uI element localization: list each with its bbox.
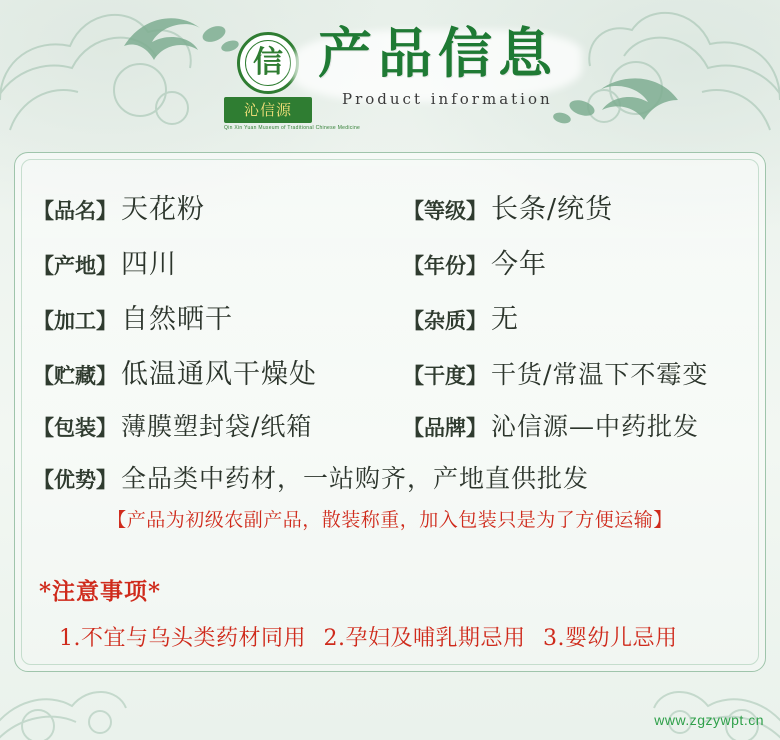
spec-value: 沁信源—中药批发 <box>491 412 700 441</box>
spec-item-origin <box>33 242 403 281</box>
product-info-card <box>14 152 766 672</box>
caution-item: 3.婴幼儿忌用 <box>543 626 678 651</box>
spec-value: 今年 <box>491 249 547 280</box>
caution-item: 2.孕妇及哺乳期忌用 <box>323 626 526 651</box>
spec-row <box>33 459 747 495</box>
spec-label: 【优势】 <box>33 467 117 492</box>
page-title-block <box>318 21 558 108</box>
spec-item-brand <box>403 407 747 443</box>
spec-row <box>33 407 747 443</box>
caution-title: *注意事项* <box>39 578 162 605</box>
logo-seal-char: 信 <box>253 45 283 80</box>
spec-value: 无 <box>491 304 519 335</box>
spec-item-product-name <box>33 187 403 226</box>
spec-item-dryness <box>403 355 747 391</box>
spec-value: 自然晒干 <box>121 304 233 335</box>
page-header <box>0 0 780 148</box>
spec-label: 【品名】 <box>33 198 117 223</box>
spec-label: 【杂质】 <box>403 308 487 333</box>
spec-grid <box>33 187 747 511</box>
spec-value: 天花粉 <box>121 194 205 225</box>
spec-value: 四川 <box>121 249 177 280</box>
spec-item-grade <box>403 187 747 226</box>
spec-label: 【品牌】 <box>403 415 487 440</box>
spec-value: 干货/常温下不霉变 <box>491 360 709 389</box>
caution-list <box>59 621 747 652</box>
spec-label: 【等级】 <box>403 198 487 223</box>
corner-decoration-bottom-left <box>0 660 182 740</box>
spec-value: 全品类中药材，一站购齐，产地直供批发 <box>121 464 590 493</box>
spec-label: 【包装】 <box>33 415 117 440</box>
spec-label: 【干度】 <box>403 363 487 388</box>
page-title: 产品信息 <box>318 21 558 85</box>
site-watermark: www.zgzywpt.cn <box>654 712 764 728</box>
spec-label: 【贮藏】 <box>33 363 117 388</box>
spec-item-storage <box>33 352 403 391</box>
spec-value: 低温通风干燥处 <box>121 359 317 390</box>
spec-row <box>33 352 747 391</box>
spec-value: 薄膜塑封袋/纸箱 <box>121 412 313 441</box>
spec-item-processing <box>33 297 403 336</box>
logo-brand-subtitle: Qin Xin Yuan Museum of Traditional Chinese Medicine <box>224 125 361 131</box>
spec-item-advantage <box>33 459 747 495</box>
packaging-notice: 【产品为初级农副产品，散装称重，加入包装只是为了方便运输】 <box>107 509 673 531</box>
spec-label: 【年份】 <box>403 253 487 278</box>
spec-item-impurity <box>403 297 747 336</box>
page-subtitle: Product information <box>342 90 553 108</box>
logo-seal-icon <box>237 32 299 94</box>
spec-value: 长条/统货 <box>491 194 614 225</box>
logo-brand-name: 沁信源 <box>224 97 312 123</box>
spec-row <box>33 242 747 281</box>
spec-label: 【加工】 <box>33 308 117 333</box>
spec-label: 【产地】 <box>33 253 117 278</box>
spec-item-year <box>403 242 747 281</box>
spec-item-packaging <box>33 407 403 443</box>
spec-row <box>33 187 747 226</box>
spec-row <box>33 297 747 336</box>
corner-decoration-bottom-right <box>598 660 780 740</box>
caution-item: 1.不宜与乌头类药材同用 <box>59 626 306 651</box>
